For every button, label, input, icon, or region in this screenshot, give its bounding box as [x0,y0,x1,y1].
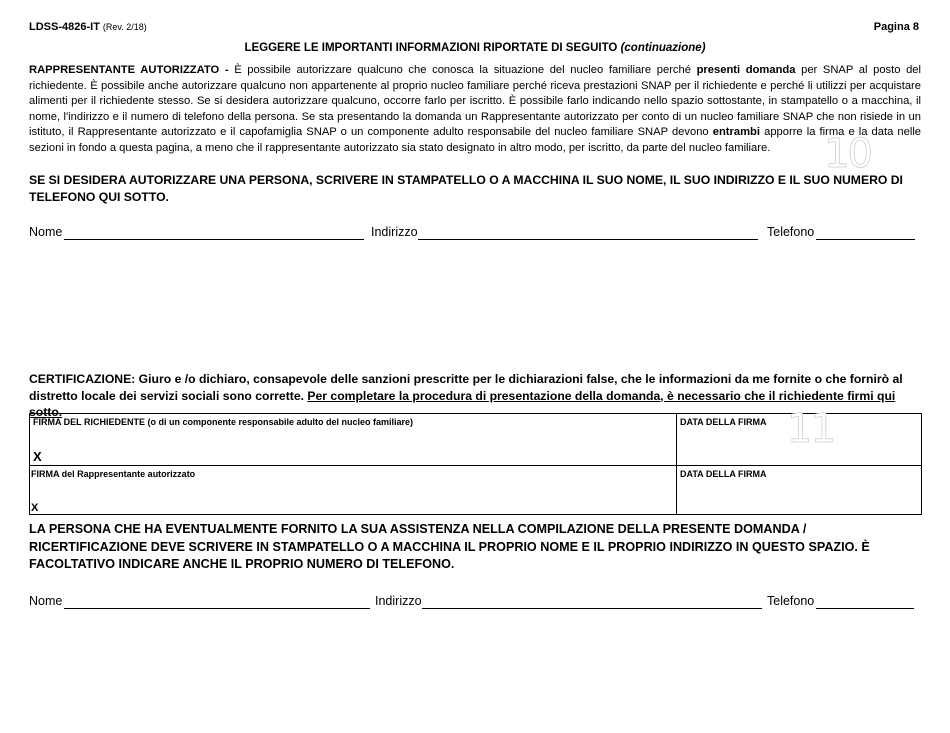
authorized-rep-text-2: per SNAP al posto del richiedente. È possibile anche autorizzare qualcuno non appartenente al proprio nucleo familiare perché riceva prestazioni SNAP per il richiedente e perché li utilizzi per acquistare alimenti per il richiedente stesso. Se si desidera autorizzare qualcuno, occorre farlo per iscritto. È possibile farlo indicando nello spazio sottostante, in stampatello o a macchina, il nome, l'indirizzo e il numero di telefono della persona. Se sta presentando la domanda un Rappresentante autorizzato per conto di un nucleo familiare SNAP che non risiede in un istituto, il Rappresentante autorizzato e il capofamiglia SNAP o un componente adulto responsabile del nucleo familiare SNAP devono [29,64,922,139]
page-number: Pagina 8 [873,21,919,33]
signature-table [29,406,922,515]
certification-text: CERTIFICAZIONE: Giuro e /o dichiaro, consapevole delle sanzioni prescritte per le dichiarazioni false, che le informazioni da me fornite o che fornirò al distretto locale dei servizi sociali sono corrette. [29,372,903,403]
address-input-line[interactable] [418,239,758,240]
rep-signature-cell[interactable] [30,466,677,515]
phone-input-line[interactable] [816,239,915,240]
authorized-person-fields [29,225,921,245]
applicant-signature-x: X [33,449,42,464]
phone-label: Telefono [767,594,815,608]
applicant-date-cell[interactable] [677,406,922,466]
rep-signature-label: FIRMA del Rappresentante autorizzato [31,469,196,479]
assistant-fields [29,594,921,614]
rep-date-cell[interactable] [677,466,922,515]
applicant-signature-label: FIRMA DEL RICHIEDENTE (o di un componente responsabile adulto del nucleo familiare) [33,417,414,427]
applicant-signature-cell[interactable] [30,414,677,466]
authorized-rep-bold-1: presenti domanda [696,64,796,76]
section-heading [0,42,950,54]
phone-input-line[interactable] [816,608,914,609]
certification-underlined: Per completare la procedura di presentazione della domanda, è necessario che il richiedente firmi qui sotto. [29,388,896,419]
authorized-representative-paragraph [29,63,921,157]
name-label: Nome [29,225,63,239]
authorized-rep-title: RAPPRESENTANTE AUTORIZZATO - [29,64,229,76]
address-input-line[interactable] [422,608,762,609]
rep-date-label: DATA DELLA FIRMA [680,469,767,479]
authorize-person-instruction: SE SI DESIDERA AUTORIZZARE UNA PERSONA, SCRIVERE IN STAMPATELLO O A MACCHINA IL SUO NOME, IL SUO INDIRIZZO E IL SUO NUMERO DI TELEFONO QUI SOTTO. [29,173,903,204]
address-label: Indirizzo [371,225,418,239]
form-id [29,21,147,33]
applicant-date-label: DATA DELLA FIRMA [680,417,767,427]
watermark-number: 11 [787,406,834,452]
phone-label: Telefono [767,225,815,239]
watermark-number: 10 [824,131,871,177]
authorized-rep-bold-2: entrambi [712,126,760,139]
heading-suffix: (continuazione) [620,42,706,54]
address-label: Indirizzo [375,594,422,608]
rep-signature-x: X [31,502,39,514]
form-number: LDSS-4826-IT [29,21,100,33]
assistant-instruction: LA PERSONA CHE HA EVENTUALMENTE FORNITO LA SUA ASSISTENZA NELLA COMPILAZIONE DELLA PRESENTE DOMANDA / RICERTIFICAZIONE DEVE SCRIVERE IN STAMPATELLO O A MACCHINA IL PROPRIO NOME E IL PROPRIO INDIRIZZO IN QUESTO SPAZIO. È FACOLTATIVO INDICARE ANCHE IL PROPRIO NUMERO DI TELEFONO. [29,522,870,571]
authorized-rep-text-1: È possibile autorizzare qualcuno che conosca la situazione del nucleo familiare perché [234,64,691,76]
authorized-rep-text-3: apporre la firma e la data nelle sezioni in fondo a questa pagina, a meno che il rappresentante autorizzato sia stato designato in altro modo, per iscritto, da parte del nucleo familiare. [29,126,922,154]
form-revision: (Rev. 2/18) [102,22,147,32]
name-input-line[interactable] [64,239,364,240]
heading-main: LEGGERE LE IMPORTANTI INFORMAZIONI RIPORTATE DI SEGUITO [244,42,618,54]
name-label: Nome [29,594,63,608]
name-input-line[interactable] [64,608,370,609]
